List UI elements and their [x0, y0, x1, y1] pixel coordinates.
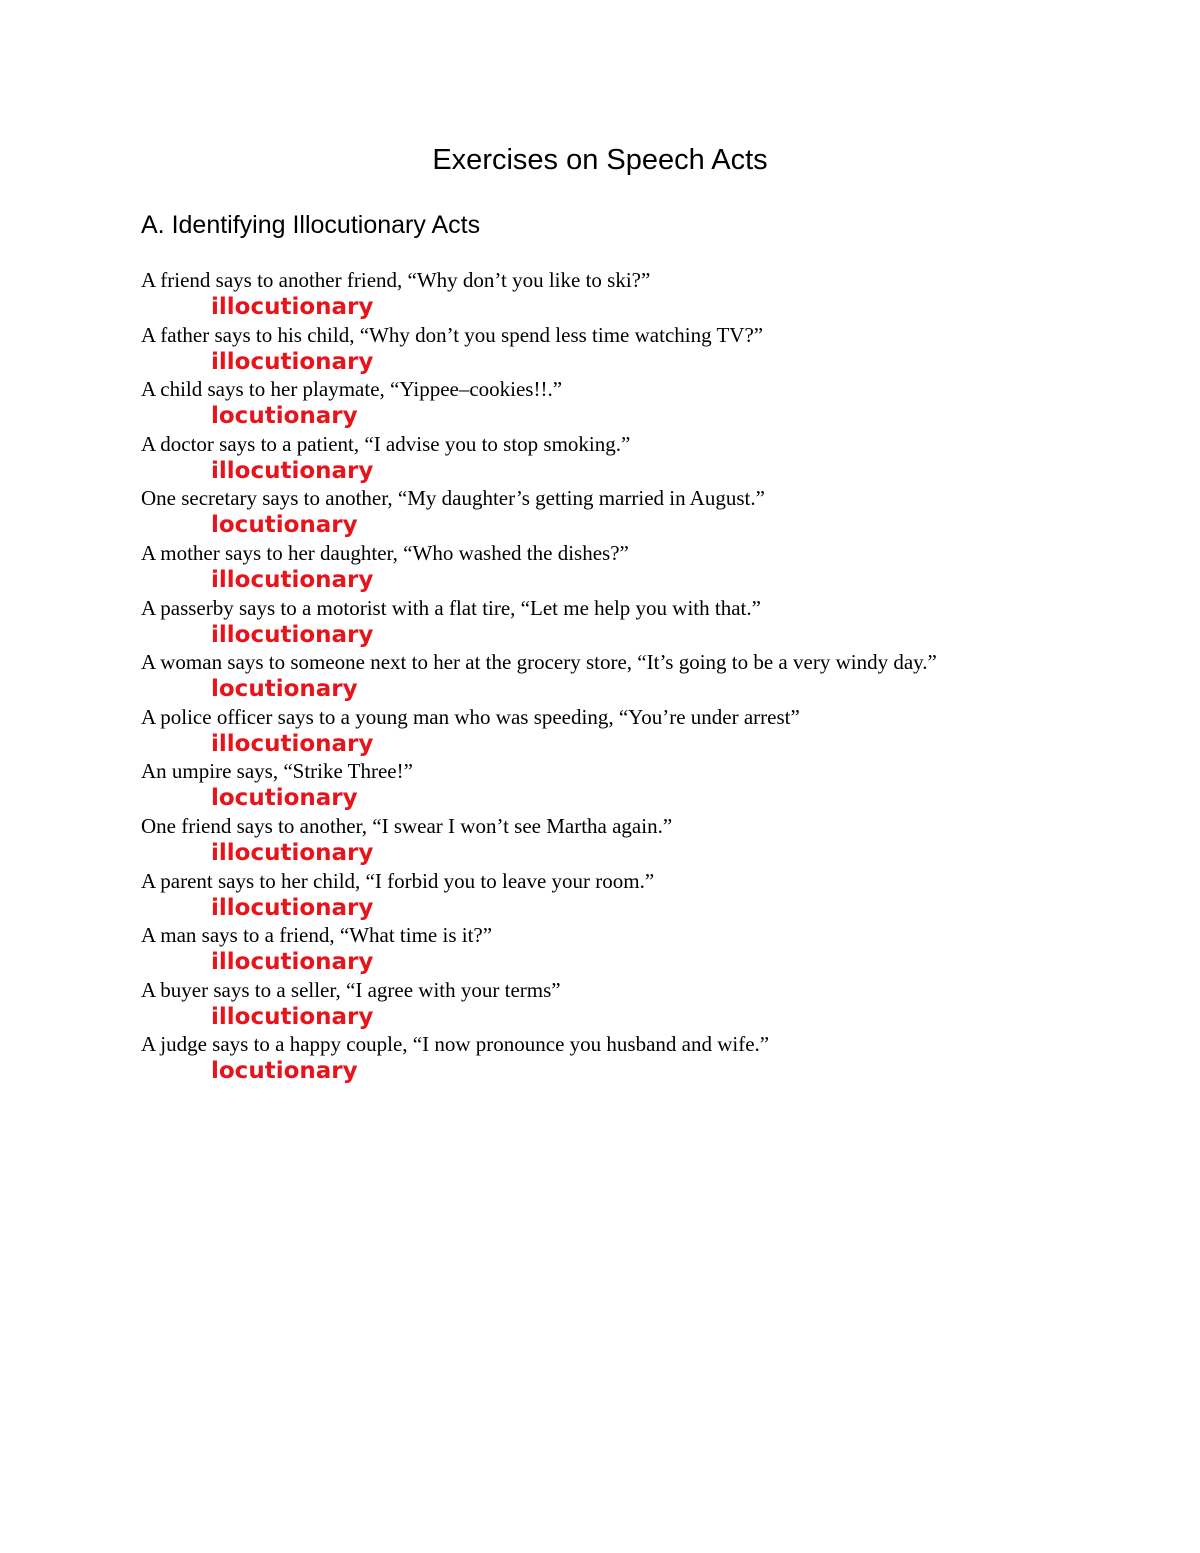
exercise-list — [141, 267, 1141, 1086]
exercise-prompt: One secretary says to another, “My daughter’s getting married in August.” — [141, 486, 765, 511]
exercise-answer: illocutionary — [211, 348, 374, 375]
exercise-answer: locutionary — [211, 403, 358, 430]
exercise-item — [141, 485, 1141, 540]
exercise-prompt: A police officer says to a young man who was speeding, “You’re under arrest” — [141, 704, 800, 729]
exercise-item — [141, 868, 1141, 923]
exercise-item — [141, 376, 1141, 431]
exercise-prompt: A child says to her playmate, “Yippee–cookies!!.” — [141, 377, 563, 402]
exercise-prompt: A man says to a friend, “What time is it?” — [141, 923, 493, 948]
exercise-answer: illocutionary — [211, 894, 374, 921]
exercise-prompt: A judge says to a happy couple, “I now pronounce you husband and wife.” — [141, 1032, 770, 1057]
exercise-prompt: One friend says to another, “I swear I won’t see Martha again.” — [141, 813, 673, 838]
exercise-item — [141, 922, 1141, 977]
exercise-prompt: A passerby says to a motorist with a flat tire, “Let me help you with that.” — [141, 595, 761, 620]
exercise-item — [141, 431, 1141, 486]
exercise-answer: illocutionary — [211, 566, 374, 593]
exercise-item — [141, 704, 1141, 759]
exercise-item — [141, 1031, 1141, 1086]
exercise-prompt: An umpire says, “Strike Three!” — [141, 759, 413, 784]
exercise-item — [141, 595, 1141, 650]
document-title: Exercises on Speech Acts — [432, 144, 768, 176]
exercise-item — [141, 758, 1141, 813]
exercise-item — [141, 977, 1141, 1032]
exercise-answer: illocutionary — [211, 457, 374, 484]
exercise-answer: locutionary — [211, 1058, 358, 1085]
exercise-prompt: A parent says to her child, “I forbid you to leave your room.” — [141, 868, 655, 893]
exercise-answer: locutionary — [211, 785, 358, 812]
exercise-answer: illocutionary — [211, 730, 374, 757]
exercise-item — [141, 322, 1141, 377]
exercise-answer: illocutionary — [211, 949, 374, 976]
exercise-answer: illocutionary — [211, 1003, 374, 1030]
exercise-answer: locutionary — [211, 676, 358, 703]
exercise-answer: locutionary — [211, 512, 358, 539]
exercise-answer: illocutionary — [211, 294, 374, 320]
exercise-prompt: A buyer says to a seller, “I agree with your terms” — [141, 977, 561, 1002]
exercise-item — [141, 267, 1141, 322]
exercise-item — [141, 540, 1141, 595]
section-heading: A. Identifying Illocutionary Acts — [141, 211, 481, 239]
exercise-prompt: A father says to his child, “Why don’t you spend less time watching TV?” — [141, 322, 764, 347]
exercise-prompt: A friend says to another friend, “Why don’t you like to ski?” — [141, 268, 651, 292]
exercise-prompt: A woman says to someone next to her at the grocery store, “It’s going to be a very windy day.” — [141, 650, 937, 675]
exercise-item — [141, 813, 1141, 868]
exercise-answer: illocutionary — [211, 621, 374, 648]
exercise-prompt: A mother says to her daughter, “Who washed the dishes?” — [141, 540, 629, 565]
exercise-item — [141, 649, 1141, 704]
exercise-prompt: A doctor says to a patient, “I advise you to stop smoking.” — [141, 431, 631, 456]
exercise-answer: illocutionary — [211, 839, 374, 866]
